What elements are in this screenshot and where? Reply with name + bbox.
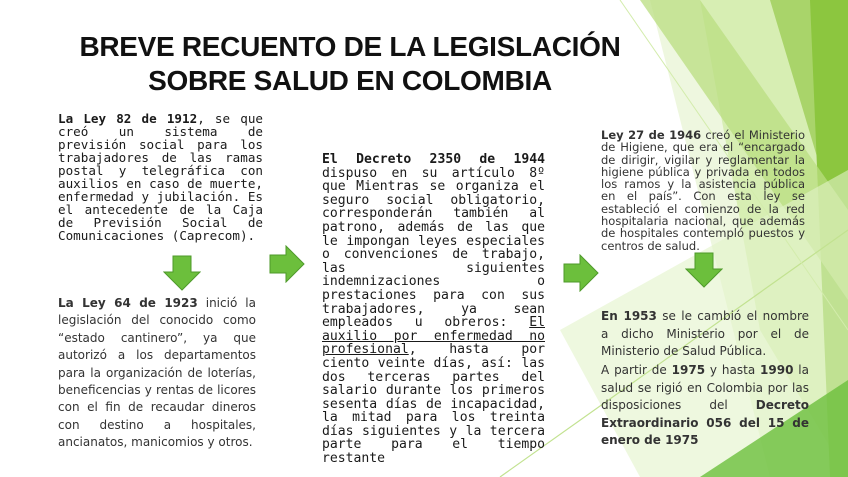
decreto-2350-1944-heading: El Decreto 2350 de 1944 <box>322 152 545 167</box>
ley-82-1912-heading: La Ley 82 de 1912 <box>58 111 198 126</box>
decreto-056-text-part: la salud se rigió en Colombia por las disposiciones del <box>601 363 809 412</box>
decreto-2350-1944-text <box>322 153 545 466</box>
year-1990: 1990 <box>760 363 794 377</box>
decreto-056-text-part: y hasta <box>705 363 761 377</box>
ministerio-1953-text <box>601 308 809 361</box>
decreto-056-text-part: A partir de <box>601 363 672 377</box>
title-line-1: BREVE RECUENTO DE LA LEGISLACIÓN <box>79 31 621 62</box>
arrow-down-icon <box>163 255 201 291</box>
auxilio-underlined-text: El auxilio por enfermedad no profesional <box>322 315 545 358</box>
ley-27-1946-heading: Ley 27 de 1946 <box>601 128 702 142</box>
ley-27-1946-text <box>601 129 805 252</box>
ley-64-1923-heading: La Ley 64 de 1923 <box>58 296 198 310</box>
year-1975: 1975 <box>671 363 706 377</box>
ley-82-1912-text <box>58 112 263 242</box>
ministerio-1953-body: se le cambió el nombre a dicho Ministerio por el de Ministerio de Salud Pública. <box>601 309 809 358</box>
decreto-056-heading: Decreto Extraordinario 056 del 15 de enero de 1975 <box>601 398 809 447</box>
ley-64-1923-body: inició la legislación del conocido como “estado cantinero”, ya que autorizó a los departamentos para la organización de loterías, beneficencias y rentas de licores con el fin de recaudar dineros con destino a hospitales, ancianatos, manicomios y otros. <box>58 296 256 450</box>
slide-title <box>40 30 660 98</box>
ley-82-1912-body: , se que creó un sistema de previsión social para los trabajadores de las ramas postal y telegráfica con auxilios en caso de muerte, enfermedad y jubilación. Es el antecedente de la Caja de Previsión Social de Comunicaciones (Caprecom). <box>58 111 263 243</box>
decreto-2350-1944-body-end: , hasta por ciento veinte días, así: las dos terceras partes del salario durante los primeros sesenta días de incapacidad, la mitad para los treinta días siguientes y la tercera parte para el tiempo restante <box>322 342 545 467</box>
ley-64-1923-text <box>58 295 256 452</box>
title-line-2: SOBRE SALUD EN COLOMBIA <box>148 65 552 96</box>
decreto-056-1975-text <box>601 362 809 450</box>
arrow-down-icon <box>685 252 723 288</box>
ley-27-1946-body: creó el Ministerio de Higiene, que era el “encargado de dirigir, vigilar y reglamentar la higiene pública y privada en todos los ramos y la asistencia pública en el país”. Con esta ley se estableció el comienzo de la red hospitalaria nacional, que además de hospitales contempló puestos y centros de salud. <box>601 128 805 253</box>
decreto-2350-1944-body: dispuso en su artículo 8º que Mientras se organiza el seguro social obligatorio, corresponderán también al patrono, además de las que le impongan leyes especiales o convenciones de trabajo, las siguientes indemnizaciones o prestaciones para con sus trabajadores, ya sean empleados u obreros: <box>322 165 545 331</box>
arrow-right-icon <box>563 254 599 292</box>
ministerio-1953-heading: En 1953 <box>601 309 657 323</box>
arrow-right-icon <box>269 245 305 283</box>
